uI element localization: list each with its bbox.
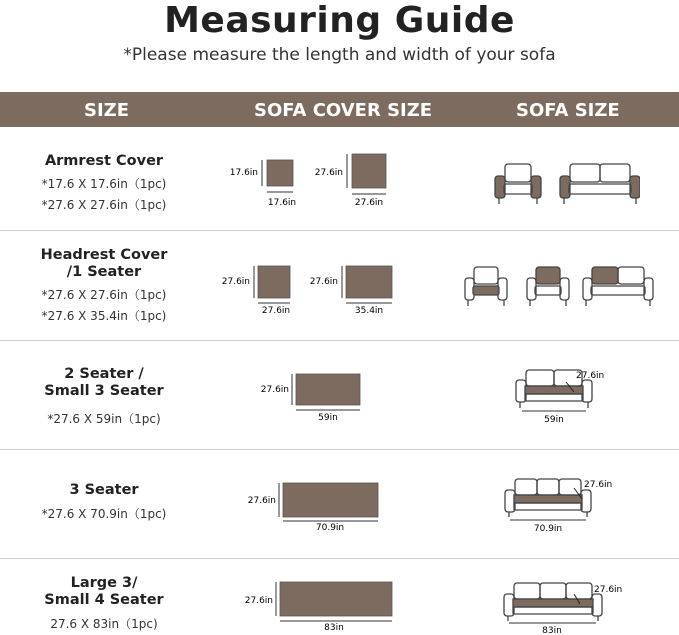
header-size: SIZE: [84, 100, 130, 121]
header-cover-size: SOFA COVER SIZE: [254, 100, 433, 121]
cover-diagram-armrest: [220, 148, 400, 212]
svg-text:59in: 59in: [318, 413, 338, 423]
svg-text:27.6in: 27.6in: [247, 496, 276, 506]
sofa-diagram-2-seater: [510, 366, 640, 426]
svg-text:17.6in: 17.6in: [267, 198, 297, 208]
three-seat-sofa-icon: [505, 479, 591, 517]
sofa-icons-headrest: [460, 264, 660, 310]
row-spec-headrest: *27.6 X 27.6in（1pc) *27.6 X 35.4in（1pc): [41, 288, 167, 323]
header-sofa-size: SOFA SIZE: [516, 100, 620, 121]
loveseat-icon: [583, 267, 653, 306]
row-divider: [0, 230, 679, 231]
table-header: [0, 92, 679, 127]
svg-text:27.6in: 27.6in: [244, 596, 273, 606]
svg-text:17.6in: 17.6in: [229, 168, 258, 178]
svg-text:70.9in: 70.9in: [315, 523, 345, 533]
row-name-2-seater: 2 Seater / Small 3 Seater: [44, 366, 164, 399]
svg-text:27.6in: 27.6in: [314, 168, 343, 178]
row-divider: [0, 340, 679, 341]
row-spec-2-seater: *27.6 X 59in（1pc): [47, 412, 161, 426]
large-three-seat-sofa-icon: [504, 583, 602, 621]
row-spec-armrest: *17.6 X 17.6in（1pc) *27.6 X 27.6in（1pc): [41, 177, 167, 212]
svg-text:35.4in: 35.4in: [354, 306, 384, 316]
row-name-headrest: Headrest Cover /1 Seater: [40, 247, 168, 280]
cover-diagram-3-seater: [240, 475, 385, 535]
cover-diagram-headrest: [218, 258, 403, 322]
svg-text:27.6in: 27.6in: [261, 306, 291, 316]
loveseat-icon: [560, 164, 640, 204]
row-name-armrest: Armrest Cover: [44, 153, 164, 169]
armchair-icon: [495, 164, 541, 204]
row-divider: [0, 449, 679, 450]
cover-diagram-2-seater: [252, 368, 372, 426]
armchair-icon: [527, 267, 569, 306]
svg-text:27.6in: 27.6in: [221, 277, 250, 287]
sofa-diagram-large-3: [500, 578, 650, 635]
page-subtitle: *Please measure the length and width of your sofa: [123, 45, 556, 65]
row-spec-3-seater: *27.6 X 70.9in（1pc): [41, 507, 167, 521]
row-divider: [0, 558, 679, 559]
svg-text:27.6in: 27.6in: [309, 277, 338, 287]
svg-text:70.9in: 70.9in: [533, 524, 563, 534]
svg-text:83in: 83in: [542, 626, 562, 635]
sofa-icons-armrest: [490, 160, 640, 208]
cover-diagram-large-3: [238, 576, 398, 634]
svg-text:83in: 83in: [324, 623, 344, 633]
sofa-diagram-3-seater: [500, 474, 640, 536]
svg-text:59in: 59in: [544, 415, 564, 425]
svg-text:27.6in: 27.6in: [260, 385, 289, 395]
page-title: Measuring Guide: [164, 0, 515, 41]
row-name-large-3: Large 3/ Small 4 Seater: [44, 575, 164, 608]
svg-text:27.6in: 27.6in: [354, 198, 384, 208]
row-spec-large-3: 27.6 X 83in（1pc): [50, 617, 158, 631]
svg-text:27.6in: 27.6in: [576, 371, 605, 381]
svg-text:27.6in: 27.6in: [584, 480, 613, 490]
svg-text:27.6in: 27.6in: [594, 585, 623, 595]
armchair-icon: [465, 267, 507, 306]
row-name-3-seater: 3 Seater: [69, 482, 139, 498]
